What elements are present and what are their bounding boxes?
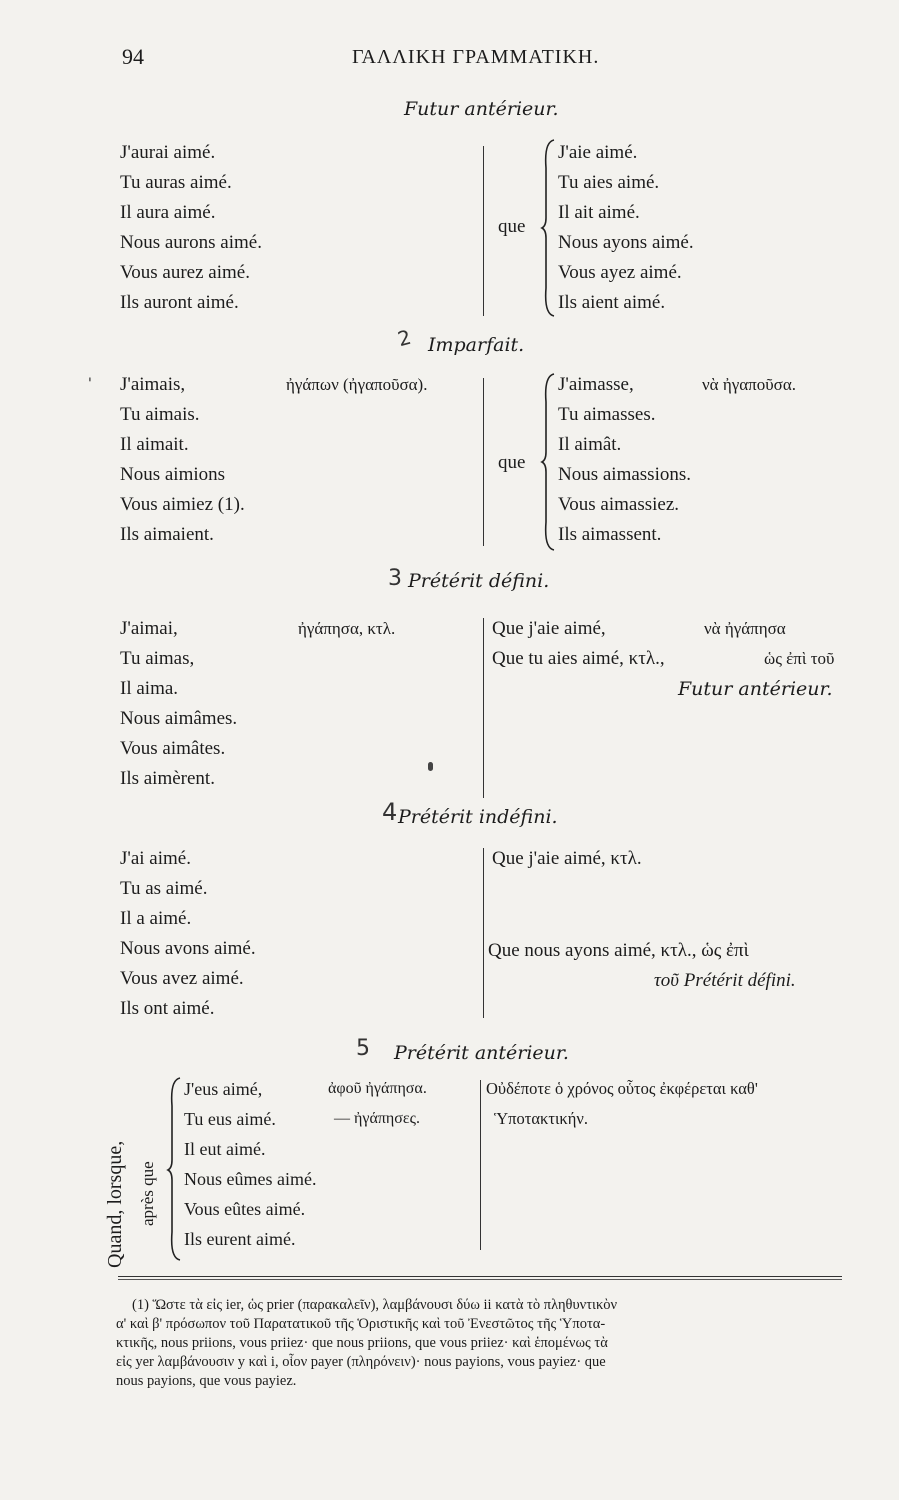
- conjugation-line: Il aimait.: [120, 434, 189, 455]
- conjugation-line: J'eus aimé,: [184, 1079, 263, 1099]
- footnote-line: (1) Ὥστε τὰ εἰς ier, ὡς prier (παρακαλεῖν), λαμβάνουσι δύω ii κατὰ τὸ πληθυντικὸν: [132, 1297, 618, 1313]
- conjugation-line: Il aima.: [120, 678, 179, 699]
- preterit-anterieur-left-list: [184, 1074, 316, 1254]
- column-divider: [483, 848, 484, 1018]
- conjugation-line: Nous aurons aimé.: [120, 232, 262, 253]
- conjugation-line: Ils aimèrent.: [120, 768, 215, 789]
- futur-anterieur-right-list: [558, 138, 694, 318]
- footnote-line: εἰς yer λαμβάνουσιν y καὶ i, οἷον payer (πληρόνειν)· nous payions, vous payiez· que: [116, 1354, 606, 1370]
- conjugation-line: Tu aimas,: [120, 648, 195, 669]
- column-divider: [483, 618, 484, 798]
- conjugation-line: Tu aies aimé.: [558, 172, 660, 193]
- conjugation-line: Ils eurent aimé.: [184, 1229, 296, 1249]
- right-brace: [540, 372, 556, 556]
- conjugation-line: Il ait aimé.: [558, 202, 640, 223]
- conjugation-line: Tu eus aimé.: [184, 1109, 276, 1129]
- conjugation-line: Nous eûmes aimé.: [184, 1169, 317, 1189]
- subjunctive-line: Que j'aie aimé,: [492, 618, 606, 639]
- page-number: 94: [122, 44, 144, 69]
- conjugation-line: Vous aurez aimé.: [120, 262, 250, 283]
- conjugation-line: Tu auras aimé.: [120, 172, 232, 193]
- footnote-line: α' καὶ β' πρόσωπον τοῦ Παρατατικοῦ τῆς Ὁριστικῆς καὶ τοῦ Ἐνεστῶτος τῆς Ὑποτα-: [116, 1316, 606, 1332]
- ink-dot: [428, 762, 433, 771]
- side-label-apres-que: après que: [138, 1161, 157, 1226]
- que-label: que: [498, 216, 526, 237]
- conjugation-line: Ils ont aimé.: [120, 998, 215, 1019]
- greek-gloss: ἀφοῦ ἠγάπησα.: [328, 1080, 427, 1097]
- conjugation-line: Vous avez aimé.: [120, 968, 244, 989]
- greek-gloss: ὡς ἐπὶ τοῦ: [764, 649, 835, 668]
- greek-gloss: ἠγάπησα, κτλ.: [298, 619, 396, 638]
- conjugation-line: Il eut aimé.: [184, 1139, 266, 1159]
- conjugation-line: Tu aimais.: [120, 404, 200, 425]
- conjugation-line: Tu as aimé.: [120, 878, 208, 899]
- footnote-rule: [118, 1279, 842, 1280]
- left-brace: [166, 1076, 182, 1266]
- running-title: ΓΑΛΛΙΚΗ ΓΡΑΜΜΑΤΙΚΗ.: [352, 46, 600, 68]
- right-brace: [540, 138, 556, 318]
- greek-gloss: νὰ ἠγαποῦσα.: [702, 375, 796, 394]
- conjugation-line: J'aimais,: [120, 374, 186, 395]
- conjugation-line: Ils aient aimé.: [558, 292, 666, 313]
- greek-note: Οὐδέποτε ὁ χρόνος οὗτος ἐκφέρεται καθ': [486, 1079, 758, 1098]
- conjugation-line: J'aimasse,: [558, 374, 634, 395]
- section-title-preterit-defini: Prétérit défini.: [408, 570, 550, 592]
- conjugation-line: J'ai aimé.: [120, 848, 191, 869]
- section-title-imparfait: Imparfait.: [428, 334, 525, 356]
- footnote-line: κτικῆς, nous priions, vous priiez· que nous priions, que vous priiez· καὶ ἑπομένως τὰ: [116, 1335, 608, 1351]
- cross-reference: Futur antérieur.: [678, 678, 833, 700]
- conjugation-line: Nous ayons aimé.: [558, 232, 694, 253]
- conjugation-line: Il aura aimé.: [120, 202, 216, 223]
- conjugation-line: Ils auront aimé.: [120, 292, 239, 313]
- conjugation-line: Ils aimassent.: [558, 524, 662, 545]
- conjugation-line: Nous aimassions.: [558, 464, 691, 485]
- conjugation-line: J'aimai,: [120, 618, 178, 639]
- imparfait-left-list: [120, 370, 245, 550]
- subjunctive-line: Que tu aies aimé, κτλ.,: [492, 648, 665, 669]
- conjugation-line: Nous aimions: [120, 464, 226, 485]
- section-title-preterit-indefini: Prétérit indéfini.: [398, 806, 558, 828]
- preterit-indefini-left-list: [120, 844, 256, 1024]
- conjugation-line: Nous avons aimé.: [120, 938, 256, 959]
- conjugation-line: Nous aimâmes.: [120, 708, 238, 729]
- conjugation-line: Vous ayez aimé.: [558, 262, 682, 283]
- column-divider: [483, 146, 484, 316]
- cross-reference: τοῦ Prétérit défini.: [654, 970, 796, 991]
- conjugation-line: Ils aimaient.: [120, 524, 214, 545]
- conjugation-line: Vous aimiez (1).: [120, 494, 245, 515]
- handwritten-mark: 4: [382, 798, 398, 826]
- footnote-rule: [118, 1276, 842, 1277]
- column-divider: [480, 1080, 481, 1250]
- que-label: que: [498, 452, 526, 473]
- conjugation-line: Vous aimâtes.: [120, 738, 226, 759]
- column-divider: [483, 378, 484, 546]
- footnote-line: nous payions, que vous payiez.: [116, 1373, 297, 1389]
- conjugation-line: Il a aimé.: [120, 908, 192, 929]
- greek-gloss: — ἠγάπησες.: [334, 1110, 420, 1127]
- margin-tick: ': [88, 376, 92, 392]
- section-title-preterit-anterieur: Prétérit antérieur.: [394, 1042, 569, 1064]
- conjugation-line: J'aurai aimé.: [120, 142, 216, 163]
- side-label-quand-lorsque: Quand, lorsque,: [104, 1140, 126, 1268]
- conjugation-line: Vous aimassiez.: [558, 494, 680, 515]
- greek-note: Ὑποτακτικήν.: [494, 1109, 588, 1128]
- subjunctive-line: Que j'aie aimé, κτλ.: [492, 848, 642, 869]
- brace-shape: [166, 1076, 182, 1262]
- conjugation-line: J'aie aimé.: [558, 142, 638, 163]
- section-title-futur-anterieur: Futur antérieur.: [404, 98, 559, 120]
- greek-gloss: νὰ ἠγάπησα: [704, 619, 786, 638]
- subjunctive-line: Que nous ayons aimé, κτλ., ὡς ἐπὶ: [488, 940, 749, 961]
- futur-anterieur-left-list: [120, 138, 262, 318]
- handwritten-mark: 5: [356, 1036, 370, 1061]
- conjugation-line: Tu aimasses.: [558, 404, 656, 425]
- handwritten-mark: 3: [388, 566, 402, 591]
- handwritten-mark: 2: [395, 324, 414, 352]
- imparfait-right-list: [558, 370, 691, 550]
- conjugation-line: Il aimât.: [558, 434, 622, 455]
- footnote: [116, 1296, 617, 1391]
- brace-shape: [540, 372, 556, 552]
- brace-shape: [540, 138, 556, 318]
- preterit-defini-left-list: [120, 614, 237, 794]
- greek-gloss: ἠγάπων (ἠγαποῦσα).: [286, 375, 428, 394]
- conjugation-line: Vous eûtes aimé.: [184, 1199, 306, 1219]
